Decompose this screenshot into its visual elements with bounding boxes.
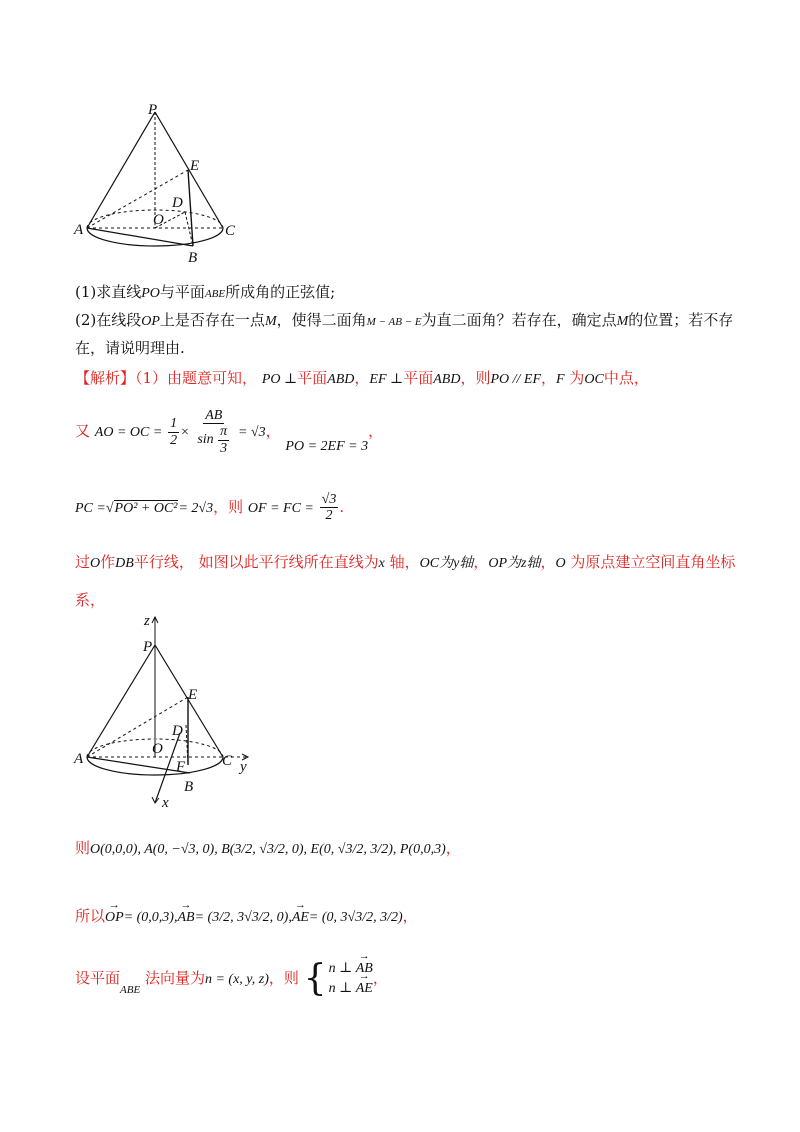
label-E: E	[190, 158, 200, 174]
sol-parallel: 平行线，	[133, 553, 194, 571]
sol-comma-5: ，	[473, 553, 489, 571]
q1-abe: ABE	[204, 288, 226, 300]
question-1	[75, 282, 335, 304]
solution-line-2	[75, 408, 383, 456]
sol-comma-1: ，	[354, 369, 370, 387]
sol-o-2: O	[555, 556, 566, 571]
label-x: x	[162, 795, 169, 810]
label-C2: C	[222, 753, 233, 769]
frac-pi-num: π	[220, 424, 228, 440]
vec-ab-val: = (3/2, 3√3/2, 0),	[194, 910, 292, 925]
sol-comma-8: ，	[402, 907, 418, 925]
frac-pi-3	[218, 424, 229, 456]
sol-x: x	[378, 556, 385, 571]
frac-sqrt3-2	[320, 492, 339, 524]
q2-dihedral: M − AB − E	[366, 316, 422, 328]
sol-ao-oc: AO = OC =	[94, 425, 163, 441]
frac-pi-den: 3	[220, 440, 228, 456]
sol-abd-1: ABD	[327, 372, 355, 387]
solution-line-1	[75, 368, 649, 390]
sol-ze-2: ，则	[213, 497, 244, 516]
cone-diagram-1	[70, 100, 250, 270]
sol-midpoint: 中点，	[603, 369, 649, 387]
system-brace: { n ⊥ → AB n ⊥ → AE	[304, 959, 373, 999]
vec-ae: → AE	[292, 908, 309, 928]
sol-oc: OC	[584, 372, 604, 387]
sol-comma-9: ，	[372, 969, 388, 987]
row1-n: n ⊥	[328, 961, 353, 976]
question-2-line-2	[75, 338, 185, 358]
q1-po: PO	[141, 286, 160, 301]
sol-xi: 系，	[75, 591, 106, 609]
frac-ab-den	[195, 424, 232, 456]
solution-normal	[75, 956, 388, 1002]
sol-comma-6: ，	[540, 553, 556, 571]
q2-text-a: (2)在线段	[75, 311, 142, 329]
sol-zhou: 轴，	[389, 553, 420, 571]
sol-po-perp: PO ⊥	[261, 372, 298, 387]
sol-she: 设平面	[75, 969, 121, 987]
label-C: C	[225, 223, 236, 239]
question-2-line-1	[75, 310, 733, 332]
label-P2: P	[143, 639, 153, 655]
sol-plane-2: 平面	[403, 369, 434, 387]
cone-figure-2	[70, 615, 260, 810]
sol-pc-rhs: = 2√3	[178, 500, 214, 516]
sol-axis-text: 如图以此平行线所在直线为	[198, 553, 379, 571]
q2-m: M	[264, 314, 277, 329]
sol-ze-4: ，则	[268, 969, 299, 987]
sol-f: F	[556, 372, 565, 387]
sol-comma-3: ，	[265, 422, 281, 441]
sol-coords: O(0,0,0), A(0, −√3, 0), B(3/2, √3/2, 0), E(0, √3/2, 3/2), P(0,0,3)	[90, 842, 446, 857]
row2-n: n ⊥	[328, 981, 353, 996]
q2-op: OP	[141, 314, 160, 329]
sol-abd-2: ABD	[433, 372, 461, 387]
label-F2: F	[176, 759, 186, 775]
sol-times: ×	[180, 425, 190, 441]
solution-line-5	[75, 590, 105, 610]
sol-ze-1: ，则	[460, 369, 491, 387]
label-A: A	[74, 222, 84, 238]
label-E2: E	[188, 687, 198, 703]
sol-n-def: n = (x, y, z)	[204, 972, 269, 987]
label-O2: O	[152, 741, 163, 757]
label-y: y	[240, 759, 247, 775]
sol-op-z: OP为z轴	[488, 556, 541, 571]
sol-suoyi: 所以	[75, 907, 106, 925]
sol-ze-3: 则	[75, 839, 91, 857]
frac-sqrt3-den: 2	[325, 508, 333, 524]
sol-you: 又	[75, 422, 91, 441]
vec-op: → OP	[105, 908, 124, 928]
frac-sqrt3-num: √3	[321, 492, 337, 507]
sol-zuo: 作	[100, 553, 116, 571]
q1-text-b: 与平面	[159, 283, 205, 301]
sol-eq-sqrt3: = √3	[237, 425, 266, 441]
frac-ab-num: AB	[205, 408, 223, 423]
vec-ae-val: = (0, 3√3/2, 3/2)	[308, 910, 403, 925]
sol-o-1: O	[90, 556, 101, 571]
label-D2: D	[172, 723, 183, 739]
label-A2: A	[74, 751, 84, 767]
sol-comma-2: ，	[541, 369, 557, 387]
label-B2: B	[184, 779, 194, 795]
sol-oc-y: OC为y轴	[419, 556, 474, 571]
q2-text-f: 在，请说明理由.	[75, 339, 185, 357]
frac-ab-sin	[195, 408, 232, 456]
label-O: O	[153, 212, 164, 228]
q2-m2: M	[616, 314, 629, 329]
sol-abe-2: ABE	[120, 984, 141, 996]
cone-figure-1	[70, 100, 250, 270]
sol-period: .	[339, 497, 345, 516]
cone-diagram-2	[70, 615, 260, 810]
label-D: D	[172, 195, 183, 211]
row2-ae: → AE	[356, 979, 373, 999]
sol-origin: 为原点建立空间直角坐标	[570, 553, 736, 571]
sol-plane-1: 平面	[297, 369, 328, 387]
frac-half-num: 1	[170, 416, 178, 432]
analysis-tag: 【解析】	[75, 369, 136, 387]
sol-wei-1: 为	[569, 369, 585, 387]
sol-db: DB	[115, 556, 134, 571]
vec-ab: → AB	[177, 908, 194, 928]
solution-line-4	[75, 552, 735, 574]
sol-of-fc: OF = FC =	[247, 500, 314, 516]
sin-label: sin	[197, 432, 214, 448]
solution-coords	[75, 838, 461, 860]
sol-text-1: （1）由题意可知，	[135, 369, 258, 387]
frac-half-den: 2	[170, 432, 178, 448]
sol-pc-radicand: PO² + OC²	[114, 500, 178, 516]
row-n-ae	[329, 979, 373, 999]
vec-op-val: = (0,0,3),	[123, 910, 178, 925]
solution-line-3: PC =√PO² + OC²= 2√3，则 OF = FC = $\frac{√3}{2}$ .	[75, 492, 345, 524]
frac-half	[168, 416, 179, 448]
q1-text-c: 所成角的正弦值;	[225, 283, 336, 301]
sol-comma-4: ，	[368, 422, 384, 441]
label-B: B	[188, 250, 198, 266]
q2-text-e: 的位置；若不存	[628, 311, 734, 329]
label-P: P	[148, 102, 158, 118]
sol-normal: 法向量为	[144, 969, 205, 987]
q1-text-a: (1)求直线	[75, 283, 142, 301]
row1-ab: → AB	[356, 959, 373, 979]
q2-text-c: ，使得二面角	[276, 311, 367, 329]
q2-text-b: 上是否存在一点	[159, 311, 265, 329]
q2-text-d: 为直二面角？若存在，确定点	[421, 311, 617, 329]
solution-vectors	[75, 906, 418, 928]
sol-pc-lhs: PC =	[75, 500, 106, 516]
label-z: z	[144, 615, 150, 629]
sol-po-par-ef: PO // EF	[490, 372, 541, 387]
sol-ef-perp: EF ⊥	[369, 372, 404, 387]
sol-comma-7: ，	[445, 839, 461, 857]
sol-po-2ef: PO = 2EF = 3	[285, 439, 369, 455]
sol-guo: 过	[75, 553, 91, 571]
